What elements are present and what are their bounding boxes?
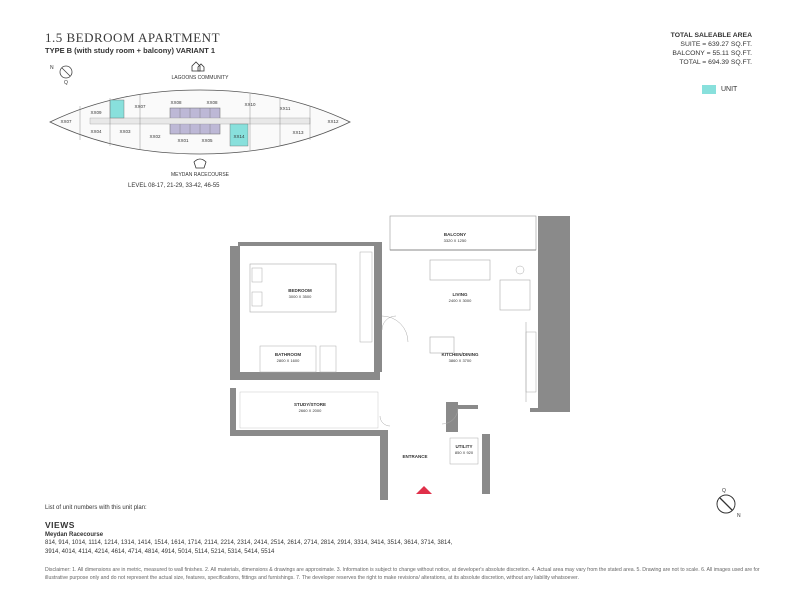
north-compass-icon xyxy=(706,486,746,522)
bathroom-label: BATHROOM xyxy=(274,352,302,357)
entrance-arrow-icon xyxy=(416,486,432,494)
keyplan-unit-label: XX02 xyxy=(149,134,161,139)
keyplan-unit-label: XX04 xyxy=(90,129,102,134)
keyplan-unit-label-selected: XX14 xyxy=(233,134,245,139)
utility-dimension: 850 X 920 xyxy=(454,450,474,455)
entrance-label: ENTRANCE xyxy=(402,454,428,459)
keyplan-unit-label: XX11 xyxy=(279,106,291,111)
unit-type-subtitle: TYPE B (with study room + balcony) VARIANT 1 xyxy=(45,46,216,55)
unit-numbers-list xyxy=(45,539,760,557)
keyplan-north-letter: N xyxy=(50,65,54,71)
bedroom-label: BEDROOM xyxy=(288,288,312,293)
balcony-label: BALCONY xyxy=(443,232,467,237)
kitchen-dimension: 3860 X 3700 xyxy=(448,358,472,363)
views-heading: VIEWS xyxy=(45,520,75,530)
unit-numbers-line: 3914, 4014, 4114, 4214, 4614, 4714, 4814, 4914, 5014, 5114, 5214, 5314, 5414, 5514 xyxy=(45,549,275,555)
keyplan-compass-icon xyxy=(50,65,72,86)
living-dimension: 2400 X 3000 xyxy=(448,298,472,303)
compass-n-letter: N xyxy=(737,513,741,519)
unit-legend-swatch xyxy=(702,85,716,94)
saleable-area-box xyxy=(671,31,752,67)
keyplan-unit-label: XX13 xyxy=(292,130,304,135)
bedroom-dimension: 3000 X 3500 xyxy=(288,294,312,299)
disclaimer-text: Disclaimer: 1. All dimensions are in metric, measured to wall finishes. 2. All materials, dimensions & drawings are approximate. 3. Information is subject to change without notice, at developer's absolute discretion. 4. Actual area may vary from the stated area. 5. Drawing are not to scale. 6. All images used are for illustrative purpose only and do not represent the actual size, features, specifications, fittings and furnishings. 7. The developer reserves the right to make revisions/ alterations, at its absolute discretion, without any liability whatsoever. xyxy=(45,567,760,581)
keyplan-q-letter: Q xyxy=(64,80,68,86)
area-total: TOTAL = 694.39 SQ.FT. xyxy=(679,59,752,66)
views-subheading: Meydan Racecourse xyxy=(45,532,104,538)
keyplan-unit-label: XX07 xyxy=(134,104,146,109)
area-heading: TOTAL SALEABLE AREA xyxy=(670,32,752,39)
sofa xyxy=(430,260,490,280)
keyplan-unit-label: XX08 xyxy=(206,100,218,105)
page-title: 1.5 BEDROOM APARTMENT xyxy=(45,30,221,45)
bathroom-dimension: 2800 X 1600 xyxy=(276,358,300,363)
dining-table xyxy=(430,337,454,353)
community-icon xyxy=(192,62,204,71)
wardrobe xyxy=(360,252,372,342)
kitchen-counter xyxy=(526,332,536,392)
kitchen-label: KITCHEN/DINING xyxy=(441,352,479,357)
keyplan-unit-label: XX07 xyxy=(60,119,72,124)
keyplan-unit-label: XX05 xyxy=(201,138,213,143)
living-label: LIVING xyxy=(452,292,468,297)
highlight-unit-a xyxy=(110,100,124,118)
keyplan-unit-label: XX03 xyxy=(119,129,131,134)
keyplan-unit-label: XX08 xyxy=(170,100,182,105)
area-suite: SUITE = 639.27 SQ.FT. xyxy=(680,41,752,48)
keyplan-unit-label: XX09 xyxy=(90,110,102,115)
unit-numbers-line: 814, 914, 1014, 1114, 1214, 1314, 1414, 1514, 1614, 1714, 2114, 2214, 2314, 2414, 2514, 2614, 2714, 2814, 2914, 3314, 3414, 3514, 3614, 3714, 3814, xyxy=(45,540,453,546)
unit-legend xyxy=(702,85,737,94)
unit-legend-label: UNIT xyxy=(721,86,738,93)
floor-plan xyxy=(230,212,575,504)
study-dimension: 2660 X 2000 xyxy=(298,408,322,413)
compass-q-letter: Q xyxy=(722,488,726,494)
keyplan-top-label: LAGOONS COMMUNITY xyxy=(171,75,229,81)
keyplan-unit-label: XX12 xyxy=(327,119,339,124)
keyplan-bottom-label: MEYDAN RACECOURSE xyxy=(170,172,230,178)
unit-list-label: List of unit numbers with this unit plan: xyxy=(45,505,147,511)
area-balcony: BALCONY = 55.11 SQ.FT. xyxy=(672,50,752,57)
utility-label: UTILITY xyxy=(455,444,473,449)
balcony-dimension: 3320 X 1250 xyxy=(443,238,467,243)
level-text: LEVEL 08-17, 21-29, 33-42, 46-55 xyxy=(128,183,220,189)
key-plan xyxy=(40,58,360,198)
racecourse-icon xyxy=(194,159,206,168)
study-label: STUDY/STORE xyxy=(294,402,326,407)
keyplan-unit-label: XX01 xyxy=(177,138,189,143)
keyplan-unit-label: XX10 xyxy=(244,102,256,107)
